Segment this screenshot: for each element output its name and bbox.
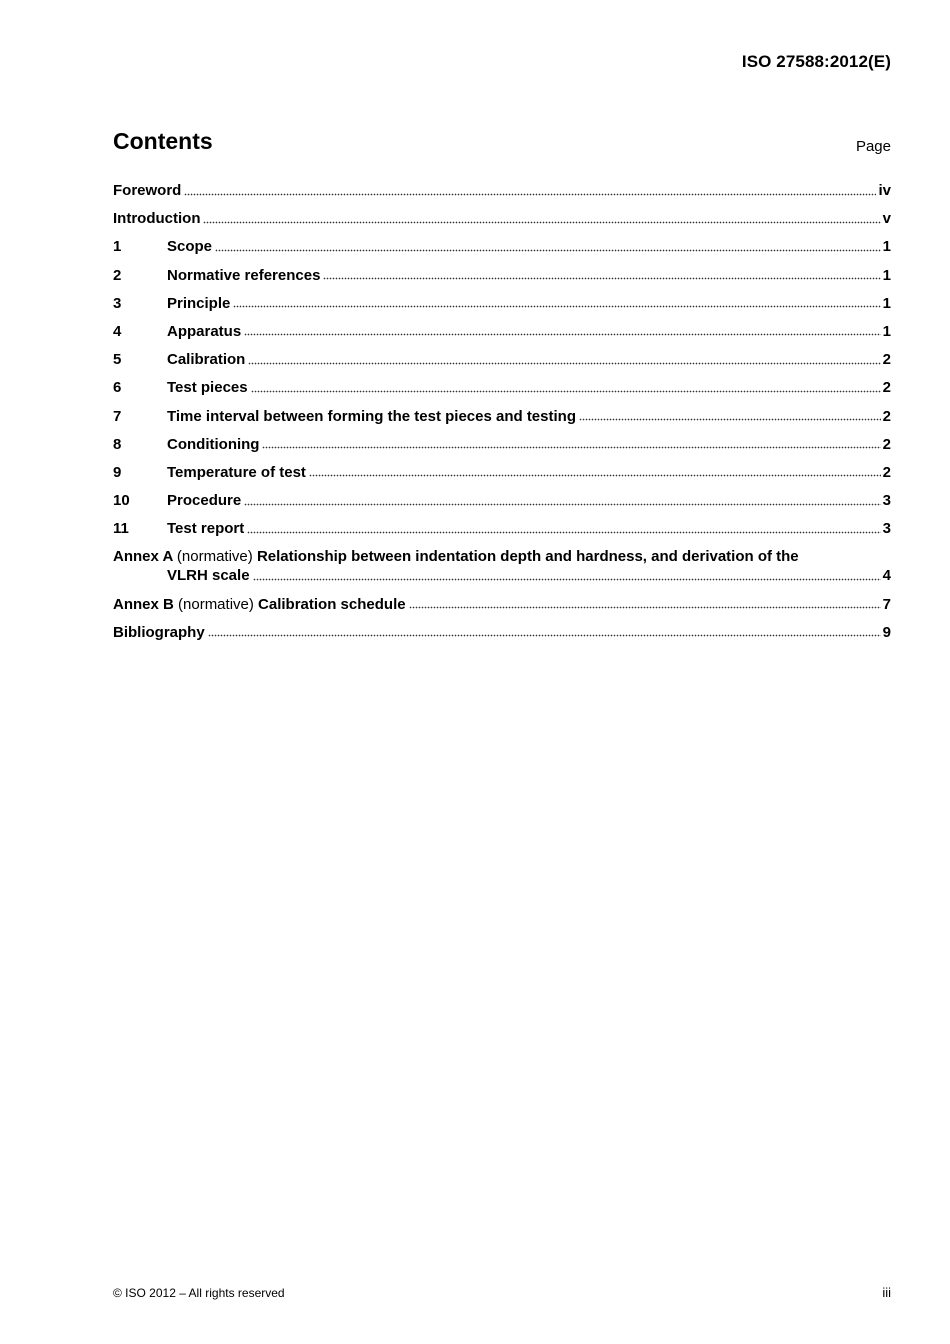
toc-leader-dots	[262, 446, 880, 450]
toc-entry-calibration[interactable]	[113, 350, 891, 369]
toc-entry-page: 4	[882, 567, 891, 585]
toc-entry-normative-references[interactable]	[113, 266, 891, 285]
toc-entry-page: v	[882, 210, 891, 228]
toc-entry-foreword[interactable]	[113, 181, 891, 200]
toc-entry-number: 9	[113, 463, 122, 481]
toc-entry-title: Introduction	[113, 210, 201, 228]
toc-entry-page: 3	[882, 492, 891, 510]
toc-entry-bibliography[interactable]	[113, 623, 891, 642]
toc-entry-annex-a[interactable]	[113, 547, 891, 585]
toc-entry-test-report[interactable]	[113, 519, 891, 538]
annex-label: Annex B	[113, 595, 174, 613]
toc-entry-title: Calibration	[167, 351, 246, 369]
toc-page-column-label: Page	[855, 138, 891, 155]
footer-copyright: © ISO 2012 – All rights reserved	[113, 1286, 285, 1300]
toc-entry-page: 2	[882, 463, 891, 481]
toc-leader-dots	[208, 634, 881, 638]
toc-entry-number: 3	[113, 294, 122, 312]
annex-type: (normative)	[176, 548, 253, 566]
toc-entry-page: 1	[882, 266, 891, 284]
toc-entry-title: Conditioning	[167, 435, 260, 453]
toc-entry-number: 7	[113, 407, 122, 425]
toc-entry-page: 1	[882, 322, 891, 340]
toc-header	[113, 128, 891, 162]
toc-leader-dots	[253, 577, 881, 581]
toc-entry-number: 5	[113, 351, 122, 369]
toc-entry-page: 1	[882, 238, 891, 256]
toc-leader-dots	[247, 530, 880, 534]
toc-entry-page: 2	[882, 351, 891, 369]
toc-entry-page: 9	[882, 623, 891, 641]
toc-entry-conditioning[interactable]	[113, 435, 891, 454]
document-id: ISO 27588:2012(E)	[741, 52, 891, 71]
toc-entry-page: 2	[882, 379, 891, 397]
toc-entry-page: 3	[882, 520, 891, 538]
toc-entry-principle[interactable]	[113, 294, 891, 313]
toc-leader-dots	[323, 277, 880, 281]
toc-entry-title: Temperature of test	[167, 463, 306, 481]
toc-entry-introduction[interactable]	[113, 209, 891, 228]
toc-leader-dots	[184, 192, 876, 196]
toc-leader-dots	[409, 606, 881, 610]
toc-entry-title: Procedure	[167, 492, 242, 510]
toc-entry-number: 8	[113, 435, 122, 453]
toc-entry-time-interval[interactable]	[113, 407, 891, 426]
toc-entry-page: 2	[882, 407, 891, 425]
toc-leader-dots	[579, 418, 881, 422]
toc-entry-temperature-of-test[interactable]	[113, 463, 891, 482]
toc-entry-page: 1	[882, 294, 891, 312]
toc-entry-page: 7	[882, 595, 891, 613]
toc-leader-dots	[244, 502, 880, 506]
toc-entry-title: Test report	[167, 520, 245, 538]
toc-entry-page: 2	[882, 435, 891, 453]
toc-entry-number: 2	[113, 266, 122, 284]
toc-title: Contents	[113, 128, 213, 154]
toc-entry-number: 6	[113, 379, 122, 397]
toc-entry-title: Scope	[167, 238, 213, 256]
toc-leader-dots	[248, 361, 880, 365]
toc-leader-dots	[244, 333, 880, 337]
annex-type: (normative)	[178, 595, 254, 613]
toc-entry-title: Principle	[167, 294, 231, 312]
toc-entry-annex-b[interactable]	[113, 595, 891, 614]
footer-page-number: iii	[882, 1285, 891, 1300]
toc-leader-dots	[203, 220, 880, 224]
annex-label: Annex A	[113, 548, 173, 566]
toc-entry-title: Foreword	[113, 182, 182, 199]
annex-heading	[113, 595, 406, 614]
toc-entry-number: 10	[113, 492, 130, 510]
toc-entry-number: 11	[113, 520, 129, 538]
toc-entry-number: 4	[113, 322, 122, 340]
toc-entry-title: Apparatus	[167, 322, 242, 340]
toc-entry-page: iv	[878, 182, 891, 199]
annex-title-line2: VLRH scale	[167, 567, 250, 585]
annex-title: Calibration schedule	[258, 595, 406, 613]
toc-entry-title: Normative references	[167, 266, 321, 284]
toc-entry-procedure[interactable]	[113, 491, 891, 510]
annex-title-line1: Relationship between indentation depth and hardness, and derivation of the	[256, 548, 799, 566]
toc-leader-dots	[215, 248, 881, 252]
toc-leader-dots	[251, 389, 881, 393]
toc-leader-dots	[309, 474, 881, 478]
toc-leader-dots	[233, 305, 880, 309]
toc-entry-title: Bibliography	[113, 623, 205, 641]
toc-entry-scope[interactable]	[113, 237, 891, 256]
toc-entry-number: 1	[113, 238, 122, 256]
toc-entry-title: Test pieces	[167, 379, 248, 397]
toc-list	[113, 181, 891, 651]
toc-entry-apparatus[interactable]	[113, 322, 891, 341]
toc-entry-test-pieces[interactable]	[113, 378, 891, 397]
toc-entry-title: Time interval between forming the test pieces and testing	[167, 407, 576, 425]
